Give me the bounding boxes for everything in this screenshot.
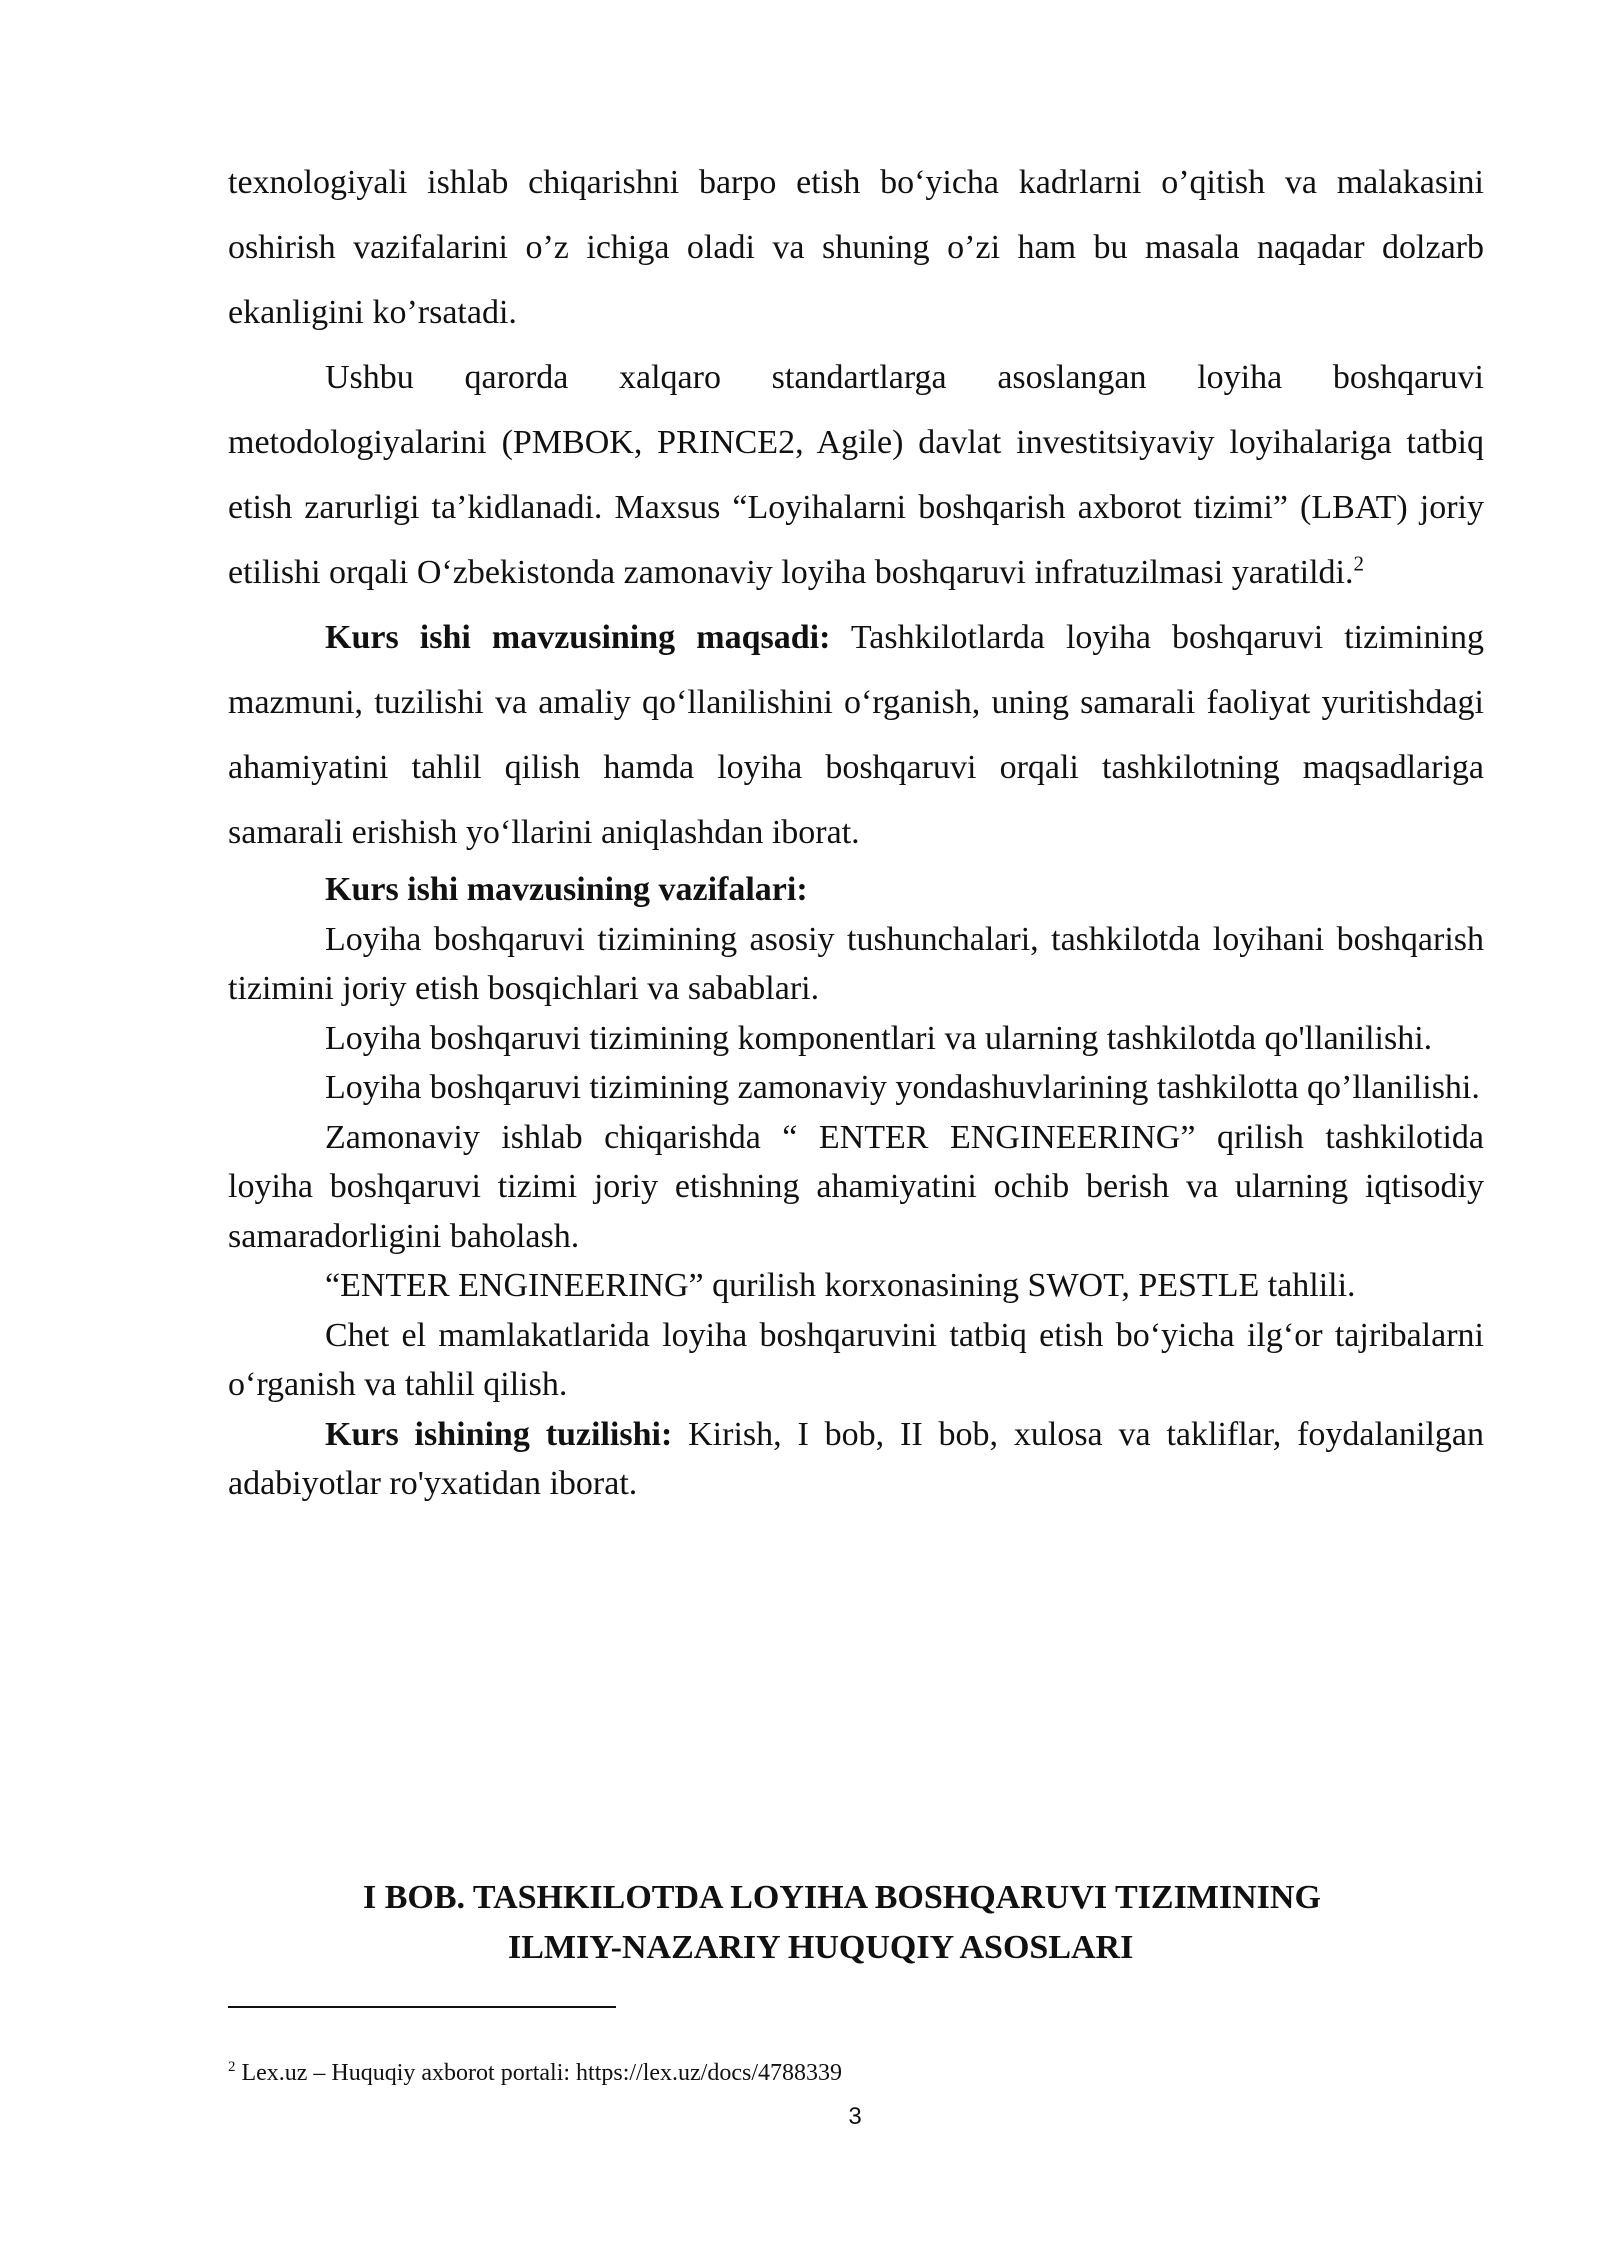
task-item: Chet el mamlakatlarida loyiha boshqaruvini tatbiq etish bo‘yicha ilg‘or tajribalarni o‘rganish va tahlil qilish. [228,1316,1484,1403]
chapter-heading-line2: ILMIY-NAZARIY HUQUQIY ASOSLARI [508,1929,1134,1966]
paragraph-structure [228,1410,1484,1509]
goal-text: Tashkilotlarda loyiha boshqaruvi tizimining mazmuni, tuzilishi va amaliy qo‘llanilishini o‘rganish, uning samarali faoliyat yuritishdagi ahamiyatini tahlil qilish hamda loyiha boshqaruvi orqali tashkilotning maqsadlariga samarali erishish yo‘llarini aniqlashdan iborat. [228,619,1485,851]
task-item: Loyiha boshqaruvi tizimining zamonaviy yondashuvlarining tashkilotta qo’llanilishi. [325,1069,1480,1106]
task-item: Loyiha boshqaruvi tizimining asosiy tushunchalari, tashkilotda loyihani boshqarish tizimini joriy etish bosqichlari va sabablari. [228,920,1484,1007]
body-text [228,150,1484,1509]
paragraph-resolution [228,345,1484,605]
footnote-separator [228,2006,616,2008]
tasks-heading: Kurs ishi mavzusining vazifalari: [325,871,808,908]
task-item: Zamonaviy ishlab chiqarishda “ ENTER ENGINEERING” qrilish tashkilotida loyiha boshqaruvi tizimi joriy etishning ahamiyatini ochib berish va ularning iqtisodiy samaradorligini baholash. [228,1118,1484,1255]
page-number: 3 [848,2103,862,2130]
task-item: “ENTER ENGINEERING” qurilish korxonasining SWOT, PESTLE tahlili. [325,1267,1356,1304]
footnote [228,2058,842,2088]
footnote-reference[interactable]: 2 [1353,551,1365,576]
structure-label: Kurs ishining tuzilishi: [325,1415,673,1453]
paragraph-continuation: texnologiyali ishlab chiqarishni barpo etish bo‘yicha kadrlarni o’qitish va malakasini oshirish vazifalarini o’z ichiga oladi va shuning o’zi ham bu masala naqadar dolzarb ekanligini ko’rsatadi. [228,164,1484,331]
goal-label: Kurs ishi mavzusining maqsadi: [325,619,831,656]
structure-text: Kirish, I bob, II bob, xulosa va takliflar, foydalanilgan adabiyotlar ro'yxatidan iborat. [228,1415,1484,1502]
footnote-text: Lex.uz – Huquqiy axborot portali: https://lex.uz/docs/4788339 [235,2060,843,2086]
paragraph-goal [228,605,1484,865]
chapter-heading-line1: I BOB. TASHKILOTDA LOYIHA BOSHQARUVI TIZIMINING [363,1879,1321,1916]
paragraph-resolution-text: Ushbu qarorda xalqaro standartlarga asoslangan loyiha boshqaruvi metodologiyalarini (PMBOK, PRINCE2, Agile) davlat investitsiyaviy loyihalariga tatbiq etish zarurligi ta’kidlanadi. Maxsus “Loyihalarni boshqarish axborot tizimi” (LBAT) joriy etilishi orqali O‘zbekistonda zamonaviy loyiha boshqaruvi infratuzilmasi yaratildi. [228,359,1484,591]
footnote-number: 2 [228,2059,236,2075]
task-item: Loyiha boshqaruvi tizimining komponentlari va ularning tashkilotda qo'llanilishi. [325,1019,1433,1057]
